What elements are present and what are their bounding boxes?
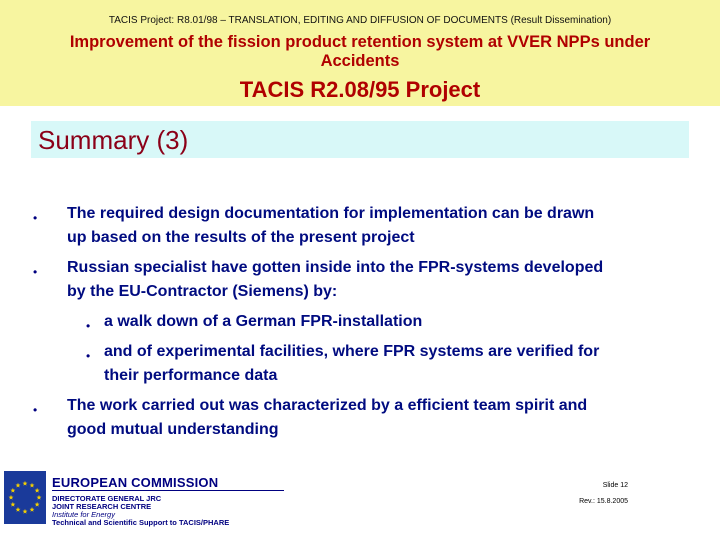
bullet-1-line-1: The required design documentation for implementation can be drawn [67,205,595,222]
project-subtitle: TACIS R2.08/95 Project [239,77,481,102]
bullet-2-line-2: by the EU-Contractor (Siemens) by: [67,283,338,300]
bullet-marker: • [33,211,38,225]
bullet-3-line-2: good mutual understanding [67,421,279,438]
jrc-label: JOINT RESEARCH CENTRE [52,502,152,511]
sub-bullet-1: a walk down of a German FPR-installation [104,313,423,330]
revision-date: Rev.: 15.8.2005 [579,498,628,505]
dg-label: DIRECTORATE GENERAL JRC [52,494,162,503]
bullet-marker: • [33,265,38,279]
eu-flag-icon [4,471,46,524]
sub-bullet-marker: • [86,319,91,333]
bullet-3-line-1: The work carried out was characterized by a efficient team spirit and [67,397,588,414]
title-line-1: Improvement of the fission product retention system at VVER NPPs under [69,33,651,51]
support-label: Technical and Scientific Support to TACIS/PHARE [52,518,230,527]
sub-bullet-2-line-1: and of experimental facilities, where FPR systems are verified for [104,343,600,360]
title-line-2: Accidents [320,52,400,70]
european-commission-label: EUROPEAN COMMISSION [52,475,219,490]
section-title: Summary (3) [38,125,189,155]
sub-bullet-marker: • [86,349,91,363]
project-reference: TACIS Project: R8.01/98 – TRANSLATION, EDITING AND DIFFUSION OF DOCUMENTS (Result Dissemination) [108,15,612,26]
slide-number: Slide 12 [602,482,628,489]
sub-bullet-2-line-2: their performance data [104,367,278,384]
footer-divider [52,490,284,491]
bullet-1-line-2: up based on the results of the present project [67,229,415,246]
bullet-2-line-1: Russian specialist have gotten inside into the FPR-systems developed [67,259,604,276]
institute-label: Institute for Energy [52,510,115,519]
bullet-marker: • [33,403,38,417]
